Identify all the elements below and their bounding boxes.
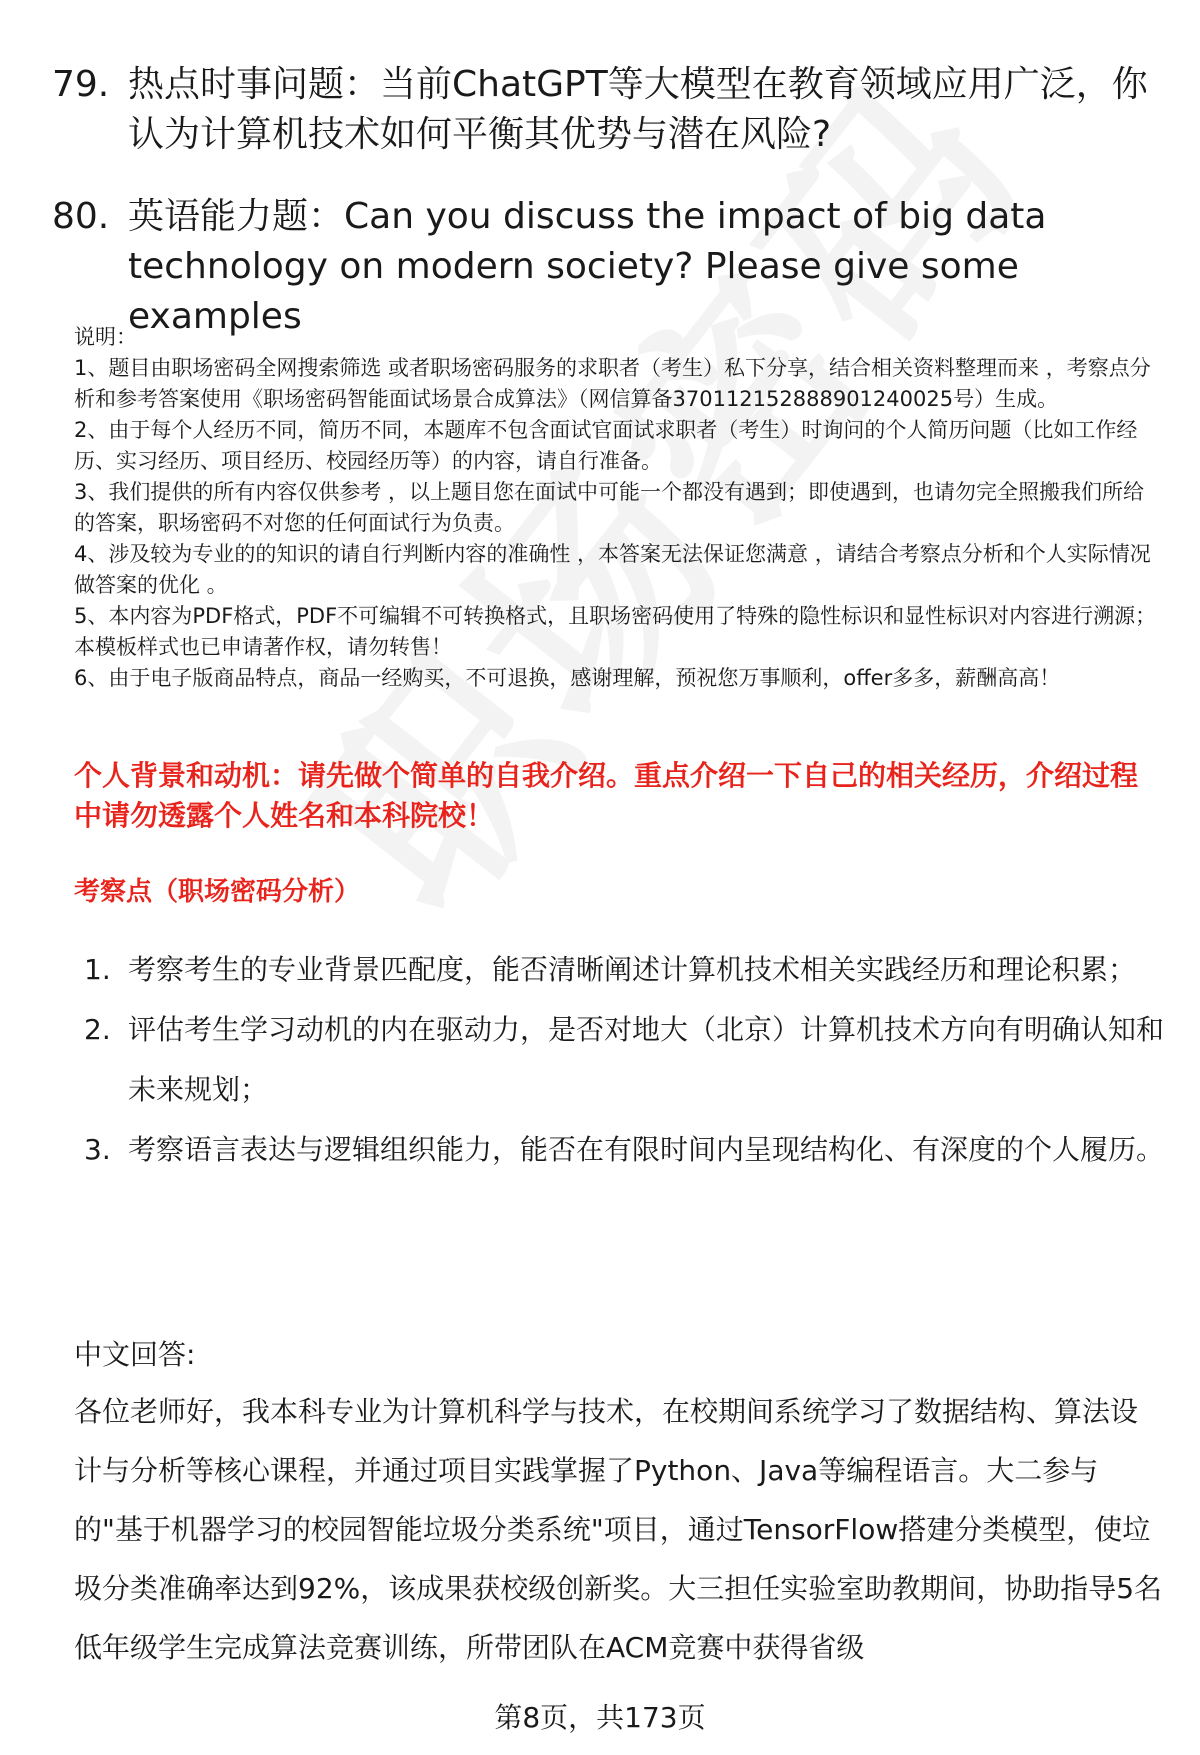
point-number: 2. xyxy=(84,1013,111,1046)
page-footer: 第8页，共173页 xyxy=(494,1701,706,1734)
note-item: 1、题目由职场密码全网搜索筛选 或者职场密码服务的求职者（考生）私下分享，结合相关资料整理而来 ，考察点分析和参考答案使用《职场密码智能面试场景合成算法》（网信算备370112152888901240025号）生成。 xyxy=(74,356,1151,411)
answer-text: 各位老师好，我本科专业为计算机科学与技术，在校期间系统学习了数据结构、算法设计与分析等核心课程，并通过项目实践掌握了Python、Java等编程语言。大二参与的"基于机器学习的校园智能垃圾分类系统"项目，通过TensorFlow搭建分类模型，使垃圾分类准确率达到92%，该成果获校级创新奖。大三担任实验室助教期间，协助指导5名低年级学生完成算法竞赛训练，所带团队在ACM竞赛中获得省级 xyxy=(74,1395,1163,1664)
question-text: 热点时事问题：当前ChatGPT等大模型在教育领域应用广泛，你认为计算机技术如何平衡其优势与潜在风险? xyxy=(128,64,1148,155)
point-text: 考察考生的专业背景匹配度，能否清晰阐述计算机技术相关实践经历和理论积累； xyxy=(128,953,1137,986)
note-item: 4、涉及较为专业的的知识的请自行判断内容的准确性 ，本答案无法保证您满意 ，请结合考察点分析和个人实际情况做答案的优化 。 xyxy=(74,542,1151,597)
points-list xyxy=(84,940,1164,1180)
notes-block xyxy=(74,322,1164,694)
note-item: 2、由于每个人经历不同，简历不同，本题库不包含面试官面试求职者（考生）时询问的个人简历问题（比如工作经历、实习经历、项目经历、校园经历等）的内容，请自行准备。 xyxy=(74,418,1138,473)
question-number: 80. xyxy=(52,196,110,237)
note-item: 5、本内容为PDF格式，PDF不可编辑不可转换格式，且职场密码使用了特殊的隐性标识和显性标识对内容进行溯源；本模板样式也已申请著作权，请勿转售！ xyxy=(74,604,1157,659)
note-item: 6、由于电子版商品特点，商品一经购买，不可退换，感谢理解，预祝您万事顺利，offer多多，薪酬高高！ xyxy=(74,666,1061,690)
point-text: 评估考生学习动机的内在驱动力，是否对地大（北京）计算机技术方向有明确认知和未来规划； xyxy=(128,1013,1165,1106)
points-title: 考察点（职场密码分析） xyxy=(74,877,361,907)
point-item xyxy=(84,1000,1164,1120)
note-item: 3、我们提供的所有内容仅供参考 ，以上题目您在面试中可能一个都没有遇到；即使遇到，也请勿完全照搬我们所给的答案，职场密码不对您的任何面试行为负责。 xyxy=(74,480,1145,535)
question-text: 英语能力题：Can you discuss the impact of big data technology on modern society? Please give some examples xyxy=(128,196,1047,337)
answer-label: 中文回答: xyxy=(74,1338,196,1371)
point-number: 1. xyxy=(84,953,111,986)
section-question: 个人背景和动机：请先做个简单的自我介绍。重点介绍一下自己的相关经历，介绍过程中请勿透露个人姓名和本科院校！ xyxy=(74,759,1139,832)
point-text: 考察语言表达与逻辑组织能力，能否在有限时间内呈现结构化、有深度的个人履历。 xyxy=(128,1133,1165,1166)
point-item xyxy=(84,1120,1164,1180)
question-80 xyxy=(52,192,1162,342)
question-79 xyxy=(52,60,1162,160)
point-item xyxy=(84,940,1164,1000)
point-number: 3. xyxy=(84,1133,111,1166)
notes-title: 说明： xyxy=(74,325,137,349)
question-number: 79. xyxy=(52,64,110,105)
